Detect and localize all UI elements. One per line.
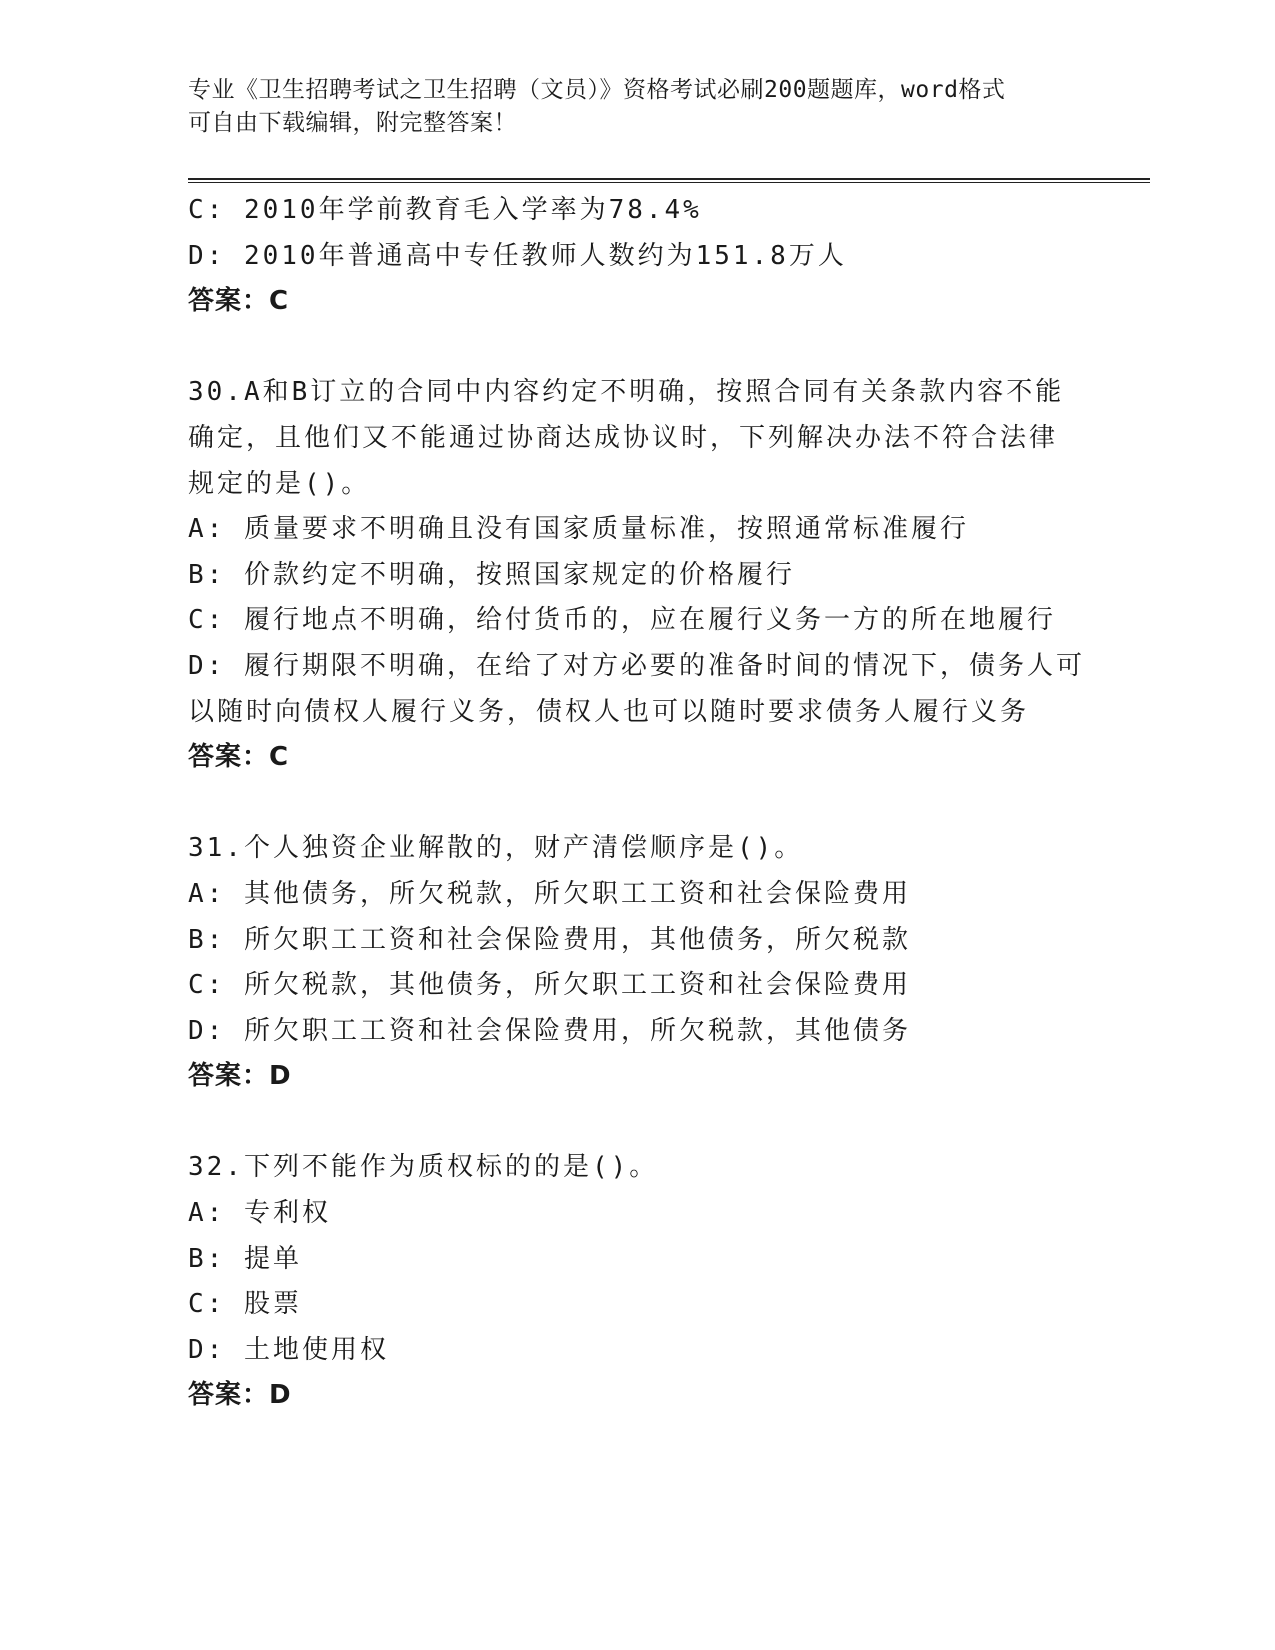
answer-label: 答案：D	[188, 1380, 292, 1411]
option-d-continued: 以随时向债权人履行义务，债权人也可以随时要求债务人履行义务	[188, 696, 1030, 727]
question-stem-line: 30.A和B订立的合同中内容约定不明确，按照合同有关条款内容不能	[188, 377, 1065, 408]
answer-label: 答案：C	[188, 742, 290, 773]
option-a: A: 专利权	[188, 1198, 331, 1229]
option-c: C: 2010年学前教育毛入学率为78.4%	[188, 195, 702, 225]
spacer	[188, 781, 1088, 827]
spacer	[188, 325, 1088, 371]
option-a: A: 其他债务，所欠税款，所欠职工工资和社会保险费用	[188, 878, 911, 909]
option-b: B: 提单	[188, 1243, 302, 1274]
question-block-30	[188, 370, 1088, 780]
question-stem-line: 32.下列不能作为质权标的的是()。	[188, 1152, 659, 1183]
option-d: D: 土地使用权	[188, 1334, 389, 1365]
option-c: C: 履行地点不明确，给付货币的，应在履行义务一方的所在地履行	[188, 605, 1056, 636]
question-block-29	[188, 188, 1088, 325]
option-b: B: 所欠职工工资和社会保险费用，其他债务，所欠税款	[188, 924, 911, 955]
question-stem-line: 确定，且他们又不能通过协商达成协议时，下列解决办法不符合法律	[188, 422, 1059, 453]
header-title-line-2: 可自由下载编辑，附完整答案！	[188, 110, 517, 136]
option-d: D: 所欠职工工资和社会保险费用，所欠税款，其他债务	[188, 1015, 911, 1046]
answer-label: 答案：C	[188, 286, 290, 317]
header-divider	[188, 178, 1150, 183]
question-block-32	[188, 1145, 1088, 1419]
option-d: D: 履行期限不明确，在给了对方必要的准备时间的情况下，债务人可	[188, 650, 1085, 681]
question-content	[188, 188, 1088, 1419]
option-a: A: 质量要求不明确且没有国家质量标准，按照通常标准履行	[188, 514, 969, 545]
option-d: D: 2010年普通高中专任教师人数约为151.8万人	[188, 240, 847, 271]
question-stem-line: 规定的是()。	[188, 468, 371, 499]
option-c: C: 所欠税款，其他债务，所欠职工工资和社会保险费用	[188, 970, 911, 1001]
option-b: B: 价款约定不明确，按照国家规定的价格履行	[188, 559, 795, 590]
spacer	[188, 1100, 1088, 1146]
document-header	[188, 74, 1068, 140]
question-stem-line: 31.个人独资企业解散的，财产清偿顺序是()。	[188, 833, 804, 864]
option-c: C: 股票	[188, 1289, 302, 1320]
header-title-line-1: 专业《卫生招聘考试之卫生招聘（文员）》资格考试必刷200题题库，word格式	[188, 77, 1006, 103]
answer-label: 答案：D	[188, 1061, 292, 1092]
question-block-31	[188, 826, 1088, 1100]
